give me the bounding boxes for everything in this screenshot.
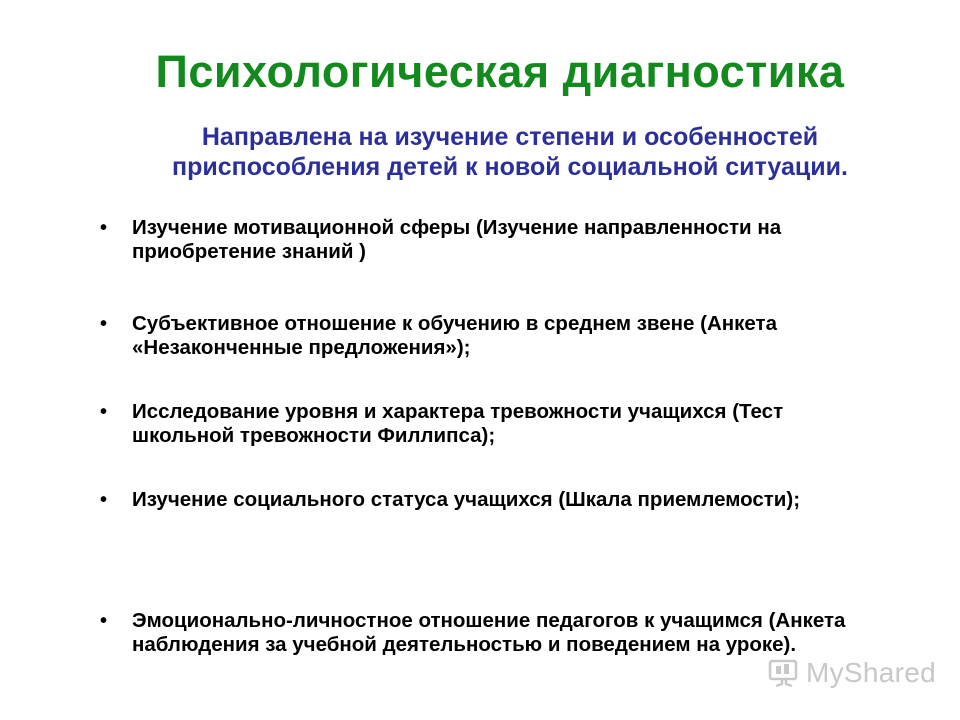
watermark: [768, 654, 937, 694]
bullet-item: [100, 609, 880, 657]
bullet-text: Изучение социального статуса учащихся (Шкала приемлемости);: [132, 488, 801, 511]
bullet-marker: •: [100, 313, 108, 335]
bullet-text: Эмоционально-личностное отношение педагогов к учащимся (Анкета наблюдения за учебной деятельностью и поведением на уроке).: [132, 609, 846, 656]
bullet-marker: •: [100, 401, 108, 423]
mysharedrive-logo-icon: [768, 658, 802, 688]
bullet-marker: •: [100, 217, 108, 239]
bullet-marker: •: [100, 489, 108, 511]
bullet-text: Изучение мотивационной сферы (Изучение направленности на приобретение знаний ): [132, 216, 782, 263]
bullet-text: Исследование уровня и характера тревожности учащихся (Тест школьной тревожности Филлипса);: [132, 400, 784, 447]
slide-subtitle: Направлена на изучение степени и особенностей приспособления детей к новой социальной ситуации.: [172, 123, 848, 181]
bullet-item: [100, 400, 880, 448]
watermark-text: MyShared: [806, 657, 937, 688]
bullet-text: Субъективное отношение к обучению в среднем звене (Анкета «Незаконченные предложения»);: [132, 312, 777, 359]
bullet-item: [100, 312, 880, 360]
slide-title: Психологическая диагностика: [155, 46, 845, 97]
bullet-item: [100, 488, 880, 512]
bullet-marker: •: [100, 610, 108, 632]
bullet-item: [100, 216, 880, 264]
